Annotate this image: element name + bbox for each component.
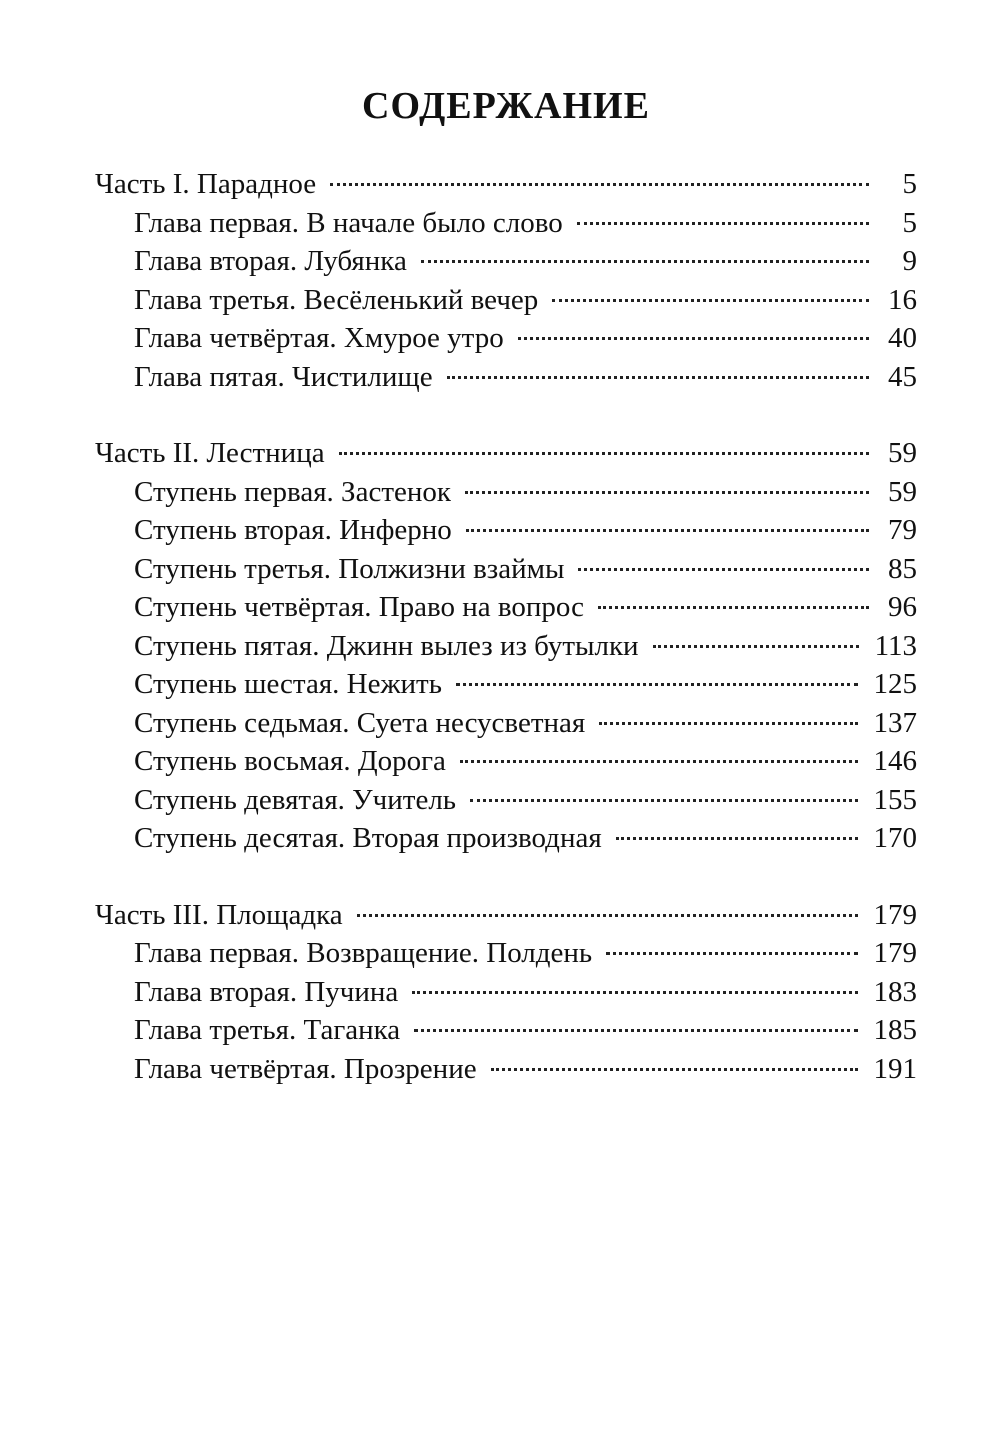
toc-entry-label: Ступень четвёртая. Право на вопрос (134, 591, 584, 623)
toc-page-number: 96 (888, 591, 917, 623)
toc-entry-label: Часть III. Площадка (95, 898, 343, 931)
toc-part-3 (95, 896, 917, 1089)
toc-page-number: 59 (888, 475, 917, 508)
dot-leader (599, 722, 857, 725)
dot-leader (616, 837, 858, 840)
toc-part-2 (95, 434, 917, 858)
dot-leader (339, 452, 869, 455)
dot-leader (465, 491, 869, 494)
dot-leader (470, 799, 857, 802)
dot-leader (552, 299, 869, 302)
dot-leader (456, 683, 858, 686)
toc-page-number: 40 (888, 322, 917, 354)
toc-entry-label: Ступень шестая. Нежить (134, 668, 442, 700)
toc-chapter-entry (95, 742, 917, 781)
toc-entry-label: Глава первая. Возвращение. Полдень (134, 937, 593, 969)
dot-leader (412, 991, 857, 994)
dot-leader (578, 568, 869, 571)
toc-chapter-entry (95, 665, 917, 704)
dot-leader (330, 183, 869, 186)
toc-entry-label: Глава пятая. Чистилище (134, 360, 433, 393)
toc-chapter-entry (95, 973, 917, 1012)
toc-page-number: 185 (873, 1014, 917, 1046)
toc-page-number: 137 (873, 706, 917, 739)
toc-page-number: 59 (888, 437, 917, 469)
dot-leader (606, 952, 857, 955)
toc-entry-label: Ступень вторая. Инферно (134, 514, 452, 546)
toc-page-number: 179 (873, 898, 917, 931)
toc-entry-label: Глава вторая. Пучина (134, 975, 399, 1008)
toc-part-1 (95, 165, 917, 396)
toc-page-number: 9 (902, 245, 917, 277)
toc-entry-label: Глава первая. В начале было слово (134, 206, 563, 239)
toc-entry-label: Глава третья. Таганка (134, 1014, 401, 1046)
toc-page-number: 5 (902, 168, 917, 200)
toc-page-number: 125 (873, 668, 917, 700)
toc-page-number: 5 (902, 206, 917, 239)
toc-chapter-entry (95, 1050, 917, 1089)
dot-leader (414, 1029, 857, 1032)
toc-entry-label: Глава четвёртая. Прозрение (134, 1052, 477, 1085)
toc-entry-label: Глава четвёртая. Хмурое утро (134, 322, 504, 354)
toc-page-number: 183 (873, 975, 917, 1008)
toc-entry-label: Часть I. Парадное (95, 168, 317, 200)
toc-chapter-entry (95, 319, 917, 358)
toc-page-number: 170 (873, 822, 917, 854)
dot-leader (357, 914, 858, 917)
toc-entry-label: Ступень десятая. Вторая производная (134, 822, 602, 854)
toc-page-number: 146 (873, 745, 917, 777)
toc-entry-label: Часть II. Лестница (95, 437, 325, 469)
dot-leader (653, 645, 859, 648)
toc-page-number: 179 (873, 937, 917, 969)
toc-page-number: 113 (874, 629, 917, 662)
dot-leader (460, 760, 858, 763)
dot-leader (518, 337, 869, 340)
toc-chapter-entry (95, 1011, 917, 1050)
toc-part-heading (95, 165, 917, 204)
dot-leader (466, 529, 869, 532)
toc-entry-label: Ступень первая. Застенок (134, 475, 451, 508)
toc-entry-label: Глава третья. Весёленький вечер (134, 283, 539, 316)
toc-page-number: 16 (888, 283, 917, 316)
toc-chapter-entry (95, 550, 917, 589)
dot-leader (577, 222, 869, 225)
toc-page-number: 85 (888, 552, 917, 585)
toc-chapter-entry (95, 588, 917, 627)
page-title: СОДЕРЖАНИЕ (362, 85, 650, 127)
table-of-contents (95, 165, 917, 1126)
toc-chapter-entry (95, 627, 917, 666)
toc-chapter-entry (95, 242, 917, 281)
dot-leader (421, 260, 869, 263)
toc-chapter-entry (95, 511, 917, 550)
dot-leader (598, 606, 869, 609)
toc-page-number: 79 (888, 514, 917, 546)
toc-part-heading (95, 896, 917, 935)
toc-chapter-entry (95, 204, 917, 243)
dot-leader (491, 1068, 858, 1071)
toc-page-number: 45 (888, 360, 917, 393)
toc-entry-label: Ступень седьмая. Суета несусветная (134, 706, 586, 739)
toc-page-number: 155 (873, 783, 917, 816)
toc-chapter-entry (95, 358, 917, 397)
toc-chapter-entry (95, 781, 917, 820)
toc-entry-label: Ступень восьмая. Дорога (134, 745, 446, 777)
toc-chapter-entry (95, 281, 917, 320)
dot-leader (447, 376, 869, 379)
toc-part-heading (95, 434, 917, 473)
toc-chapter-entry (95, 473, 917, 512)
toc-chapter-entry (95, 704, 917, 743)
toc-entry-label: Глава вторая. Лубянка (134, 245, 407, 277)
toc-entry-label: Ступень пятая. Джинн вылез из бутылки (134, 629, 639, 662)
toc-entry-label: Ступень третья. Полжизни взаймы (134, 552, 565, 585)
toc-entry-label: Ступень девятая. Учитель (134, 783, 457, 816)
toc-page-number: 191 (873, 1052, 917, 1085)
toc-chapter-entry (95, 934, 917, 973)
toc-chapter-entry (95, 819, 917, 858)
